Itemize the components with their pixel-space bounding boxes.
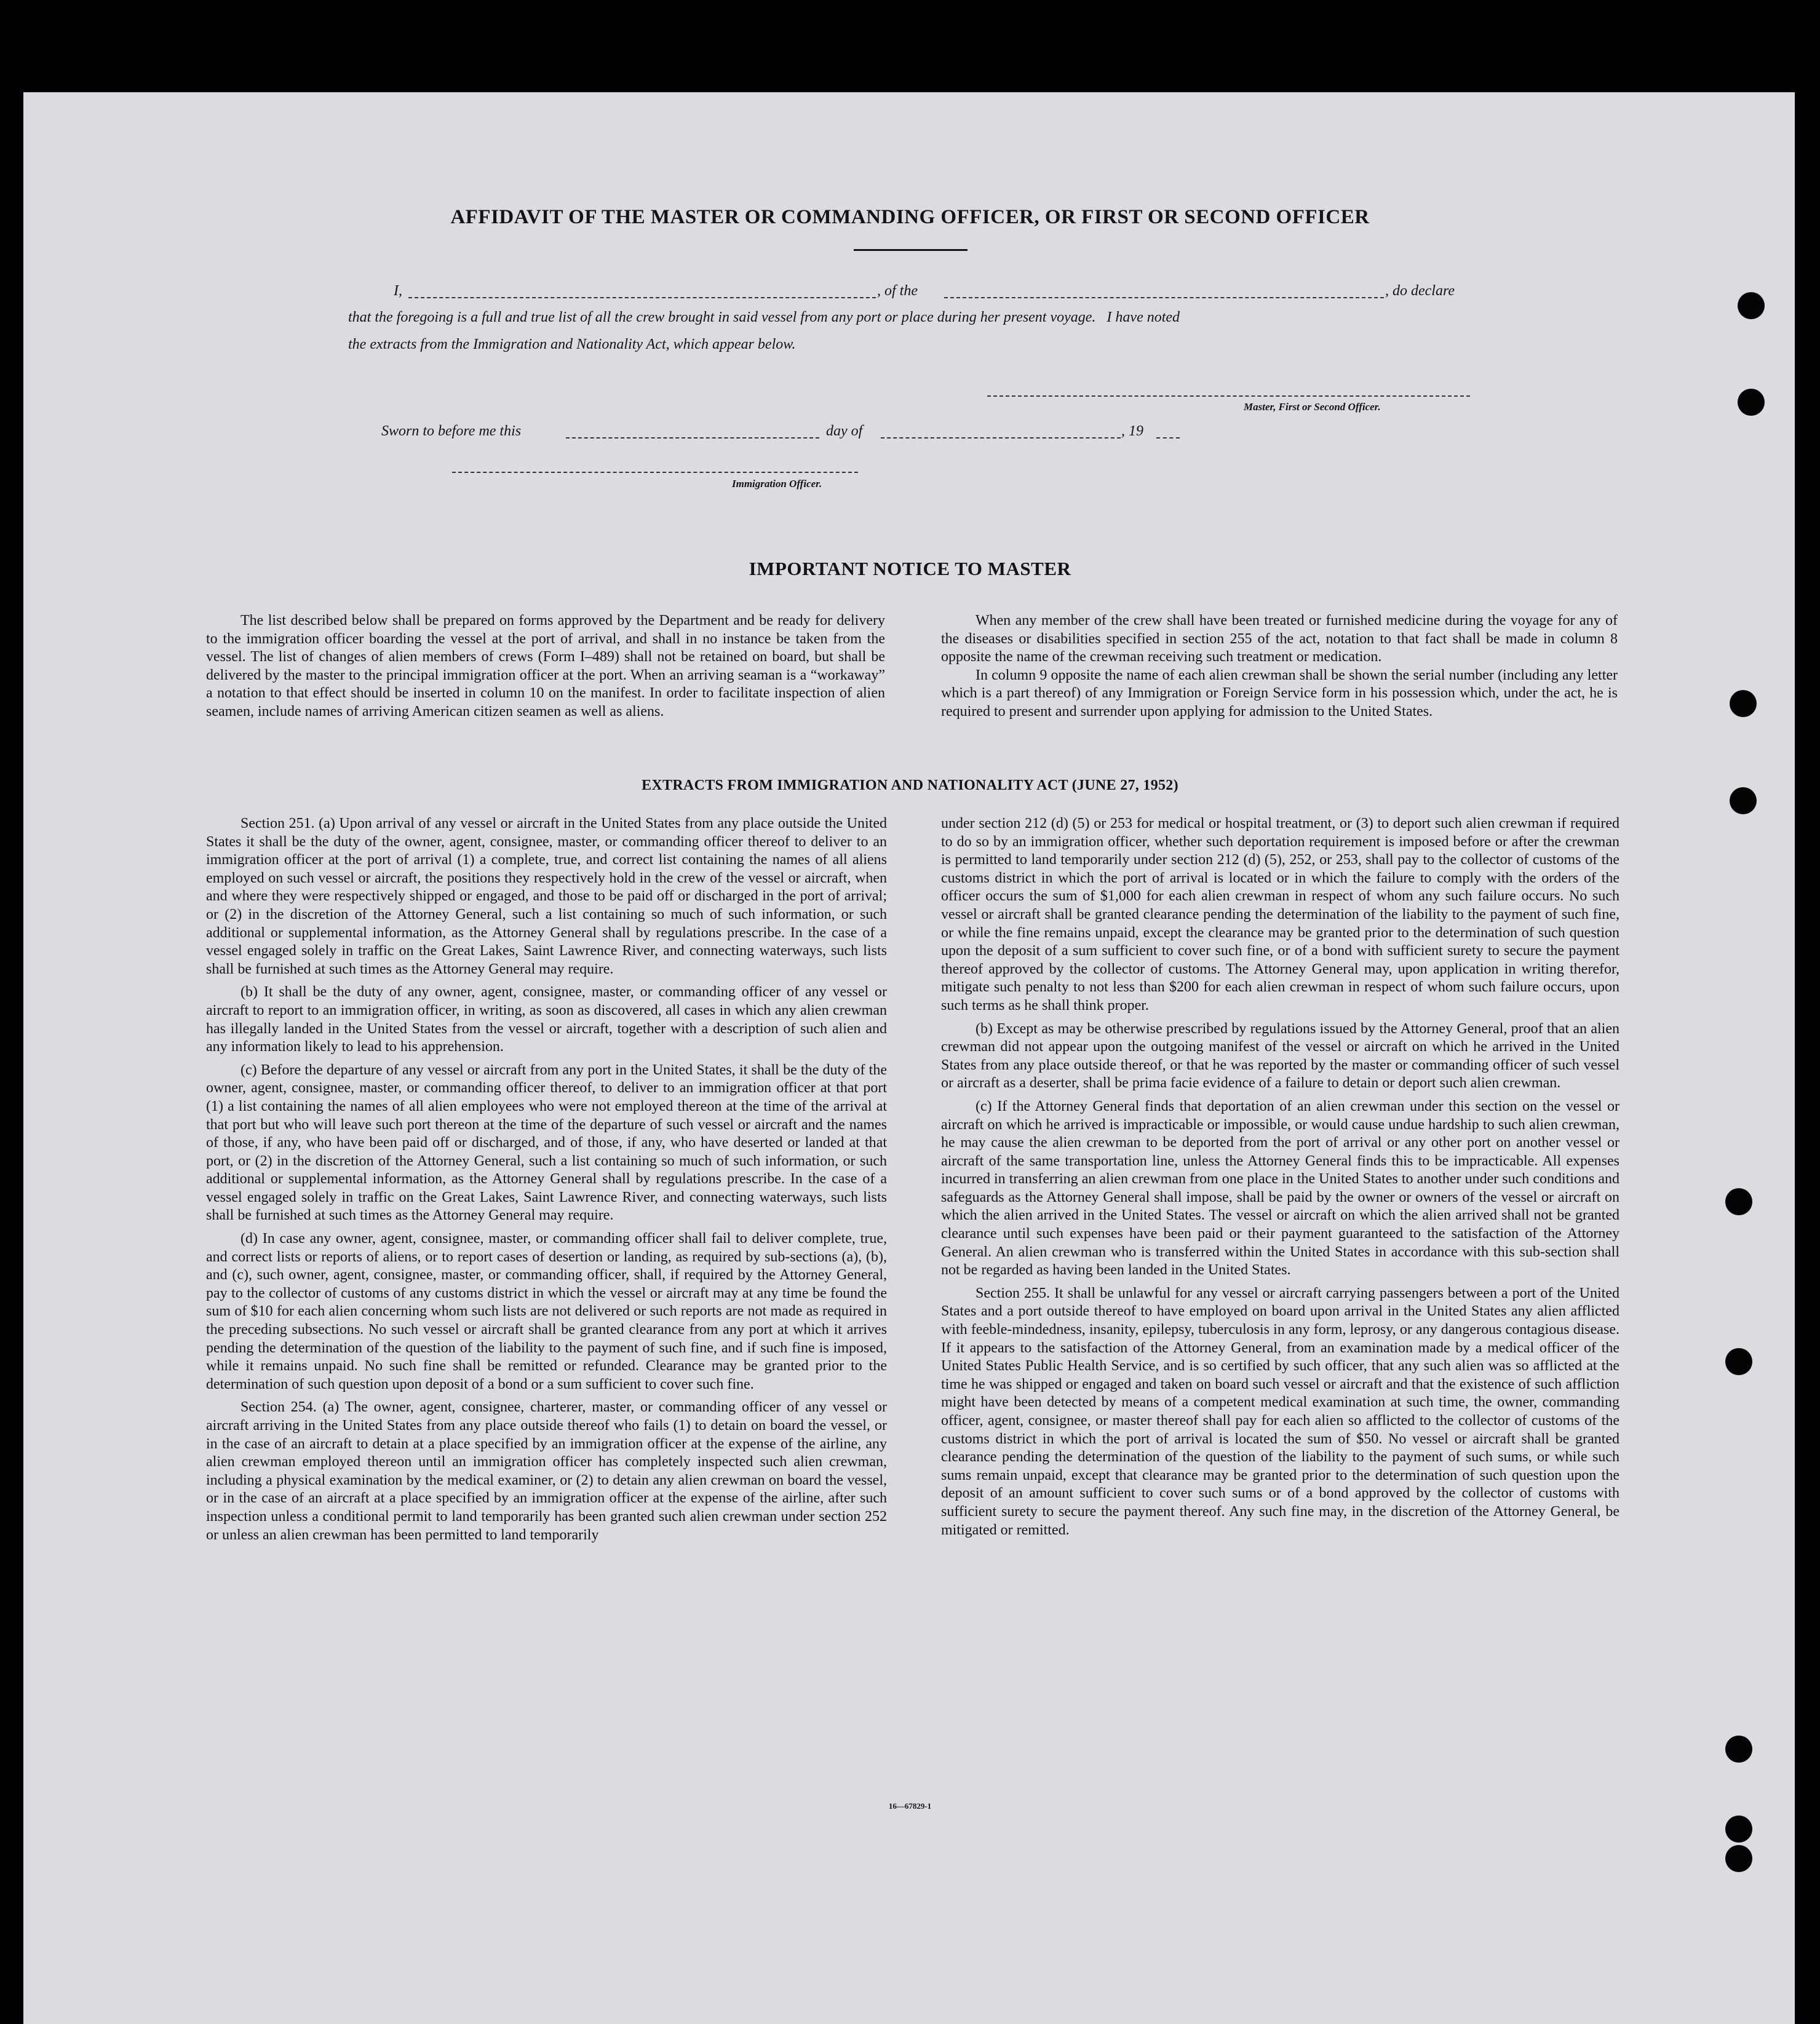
extract-paragraph: (d) In case any owner, agent, consignee, master, or commanding officer shall fail to deliver complete, true, and correct lists or reports of aliens, or to report cases of desertion or landing, as required by sub-sections (a), (b), and (c), such owner, agent, consignee, master, or commanding officer, shall, if required by the Attorney General, pay to the collector of customs of any customs district in which the vessel or aircraft may at any time be found the sum of $10 for each alien concerning whom such lists are not delivered or such reports are not made as required in the preceding subsections. No such vessel or aircraft shall be granted clearance from any port at which it arrives pending the determination of the question of the liability to the payment of such fine, and if such fine is imposed, while it remains unpaid. No such fine shall be remitted or refunded. Clearance may be granted prior to the determination of such question upon deposit of a bond or a sum sufficient to cover such fine.	[206, 1231, 887, 1392]
notice-left-column	[206, 612, 885, 721]
extract-paragraph: (c) If the Attorney General finds that deportation of an alien crewman under this section on the vessel or aircraft on which he arrived is impracticable or impossible, or would cause undue hardship to such alien crewman, he may cause the alien crewman to be deported from the port of arrival or any other port on another vessel or aircraft of the same transportation line, unless the Attorney General finds this to be impracticable. All expenses incurred in transferring an alien crewman from one place in the United States to another under such conditions and safeguards as the Attorney General shall impose, shall be paid by the owner or owners of the vessel or aircraft on which the alien arrived in the United States. The vessel or aircraft on which the alien arrived shall not be granted clearance until such expenses have been paid or their payment guaranteed to the satisfaction of the Attorney General. An alien crewman who is transferred within the United States in accordance with this sub-section shall not be regarded as having been landed in the United States.	[941, 1098, 1619, 1279]
punch-hole	[1725, 1845, 1752, 1872]
master-signature-caption: Master, First or Second Officer.	[1244, 401, 1381, 413]
extracts-left-column	[206, 815, 887, 1544]
sworn-label: Sworn to before me this	[381, 423, 522, 439]
punch-hole	[1730, 690, 1757, 717]
extract-paragraph: (b) It shall be the duty of any owner, agent, consignee, master, or commanding officer of any vessel or aircraft to report to an immigration officer, in writing, as soon as discovered, all cases in which any alien crewman has illegally landed in the United States from the vessel or aircraft, together with a description of such alien and any information likely to lead to his apprehension.	[206, 984, 887, 1055]
punch-hole	[1725, 1188, 1752, 1215]
form-number: 16—67829-1	[888, 1801, 932, 1811]
punch-hole	[1725, 1736, 1752, 1763]
officer-signature-line	[452, 472, 858, 473]
notice-left-paragraph: The list described below shall be prepared on forms approved by the Department and be ready for delivery to the immigration officer boarding the vessel at the port of arrival, and shall in no instance be taken from the vessel. The list of changes of alien members of crews (Form I–489) shall not be retained on board, but shall be delivered by the master to the principal immigration officer at the port. When an arriving seaman is a “workaway” a notation to that effect should be inserted in column 10 on the manifest. In order to facilitate inspection of alien seamen, include names of arriving American citizen seamen as well as aliens.	[206, 613, 885, 720]
i-label: I,	[394, 283, 402, 299]
title-underline	[854, 249, 968, 251]
extracts-heading: EXTRACTS FROM IMMIGRATION AND NATIONALITY ACT (JUNE 27, 1952)	[642, 777, 1178, 793]
declaration-text-line1: that the foregoing is a full and true list of all the crew brought in said vessel from any port or place during her present voyage. I have noted	[348, 309, 1180, 325]
extract-paragraph: Section 254. (a) The owner, agent, consignee, charterer, master, or commanding officer of any vessel or aircraft arriving in the United States from any place outside thereof who fails (1) to detain on board the vessel, or in the case of an aircraft to detain at a place specified by an immigration officer at the expense of the airline, any alien crewman employed thereon until an immigration officer has completely inspected such alien crewman, including a physical examination by the medical examiner, or (2) to detain any alien crewman on board the vessel, or in the case of an aircraft at a place specified by an immigration officer at the expense of the airline, after such inspection unless a conditional permit to land temporarily has been granted such alien crewman under section 252 or unless an alien crewman has been permitted to land temporarily	[206, 1399, 887, 1543]
officer-signature-caption: Immigration Officer.	[732, 478, 822, 490]
year-blank	[1156, 437, 1180, 439]
sworn-month-blank	[881, 437, 1121, 439]
master-signature-line	[987, 395, 1470, 397]
affidavit-title: AFFIDAVIT OF THE MASTER OR COMMANDING OFFICER, OR FIRST OR SECOND OFFICER	[450, 206, 1370, 228]
notice-heading: IMPORTANT NOTICE TO MASTER	[749, 558, 1071, 579]
punch-hole	[1738, 389, 1765, 416]
notice-right-paragraph: In column 9 opposite the name of each alien crewman shall be shown the serial number (including any letter which is a part thereof) of any Immigration or Foreign Service form in his possession which, under the act, he is required to present and surrender upon applying for admission to the United States.	[941, 667, 1618, 720]
declaration-text-line2: the extracts from the Immigration and Nationality Act, which appear below.	[348, 336, 796, 352]
punch-hole	[1725, 1348, 1752, 1375]
punch-hole	[1725, 1816, 1752, 1843]
name-blank	[408, 297, 876, 298]
extract-paragraph: (b) Except as may be otherwise prescribed by regulations issued by the Attorney General, proof that an alien crewman did not appear upon the outgoing manifest of the vessel or aircraft on which he arrived in the United States from any place outside thereof, or that he was reported by the master or commanding officer of such vessel or aircraft as a deserter, shall be prima facie evidence of a failure to detain or deport such alien crewman.	[941, 1020, 1619, 1092]
declare-label: , do declare	[1385, 283, 1455, 299]
notice-right-column	[941, 612, 1618, 721]
extract-paragraph: Section 251. (a) Upon arrival of any vessel or aircraft in the United States from any place outside the United States it shall be the duty of the owner, agent, consignee, master, or commanding officer thereof to deliver to an immigration officer at the port of arrival (1) a complete, true, and correct list containing the names of all aliens employed on such vessel or aircraft, the positions they respectively hold in the crew of the vessel or aircraft, when and where they were respectively shipped or engaged, and those to be paid off or discharged in the port of arrival; or (2) in the discretion of the Attorney General, such a list containing so much of such information, or such additional or supplemental information, as the Attorney General shall by regulations prescribe. In the case of a vessel engaged solely in traffic on the Great Lakes, Saint Lawrence River, and connecting waterways, such lists shall be furnished at such times as the Attorney General may require.	[206, 816, 887, 977]
year-label: , 19	[1121, 423, 1143, 439]
of-the-label: , of the	[877, 283, 918, 299]
vessel-blank	[944, 297, 1384, 298]
day-of-label: day of	[826, 423, 863, 439]
extract-paragraph: under section 212 (d) (5) or 253 for medical or hospital treatment, or (3) to deport such alien crewman if required to do so by an immigration officer, whether such deportation requirement is imposed before or after the crewman is permitted to land temporarily under section 212 (d) (5), 252, or 253, shall pay to the collector of customs of the customs district in which the port of arrival is located or in which the failure to comply with the orders of the officer occurs the sum of $1,000 for each alien crewman in respect of whom any such failure occurs. No such vessel or aircraft shall be granted clearance pending the determination of the liability to the payment of such fine, or while the fine remains unpaid, except the clearance may be granted prior to the determination of such question upon the deposit of a sum sufficient to cover such fine, or of a bond with sufficient surety to secure the payment thereof approved by the collector of customs. The Attorney General may, upon application in writing therefor, mitigate such penalty to not less than $200 for each alien crewman in respect of whom such failure occurs, upon such terms as he shall think proper.	[941, 816, 1619, 1014]
sworn-day-blank	[566, 437, 819, 439]
extract-paragraph: Section 255. It shall be unlawful for any vessel or aircraft carrying passengers between a port of the United States and a port outside thereof to have employed on board upon arrival in the United States any alien afflicted with feeble-mindedness, insanity, epilepsy, tuberculosis in any form, leprosy, or any dangerous contagious disease. If it appears to the satisfaction of the Attorney General, from an examination made by a medical officer of the United States Public Health Service, and is so certified by such officer, that any such alien was so afflicted at the time he was shipped or engaged and taken on board such vessel or aircraft and that the existence of such affliction might have been detected by means of a competent medical examination at such time, the owner, commanding officer, agent, consignee, or master thereof shall pay for each alien so afflicted to the collector of customs of the customs district in which the port of arrival is located the sum of $50. No vessel or aircraft shall be granted clearance pending the determination of the question of the liability to the payment of such sums, or while such sums remain unpaid, except that clearance may be granted prior to the determination of such question upon the deposit of an amount sufficient to cover such sums or of a bond approved by the collector of customs with sufficient surety to secure the payment thereof. Any such fine may, in the discretion of the Attorney General, be mitigated or remitted.	[941, 1285, 1619, 1538]
punch-hole	[1738, 292, 1765, 319]
notice-right-paragraph: When any member of the crew shall have been treated or furnished medicine during the voyage for any of the diseases or disabilities specified in section 255 of the act, notation to that fact shall be made in column 8 opposite the name of the crewman receiving such treatment or medication.	[941, 613, 1618, 665]
extracts-right-column	[941, 815, 1619, 1539]
extract-paragraph: (c) Before the departure of any vessel or aircraft from any port in the United States, it shall be the duty of the owner, agent, consignee, master, or commanding officer thereof, to deliver to an immigration officer at that port (1) a list containing the names of all alien employees who were not employed thereon at the time of the arrival at that port but who will leave such port thereon at the time of the departure of such vessel or aircraft and the names of those, if any, who have been paid off or discharged, and of those, if any, who have deserted or landed at that port, or (2) in the discretion of the Attorney General, such a list containing so much of such information, or such additional or supplemental information, as the Attorney General shall by regulations prescribe. In the case of a vessel engaged solely in traffic on the Great Lakes, Saint Lawrence River, and connecting waterways, such lists shall be furnished at such times as the Attorney General may require.	[206, 1062, 887, 1224]
